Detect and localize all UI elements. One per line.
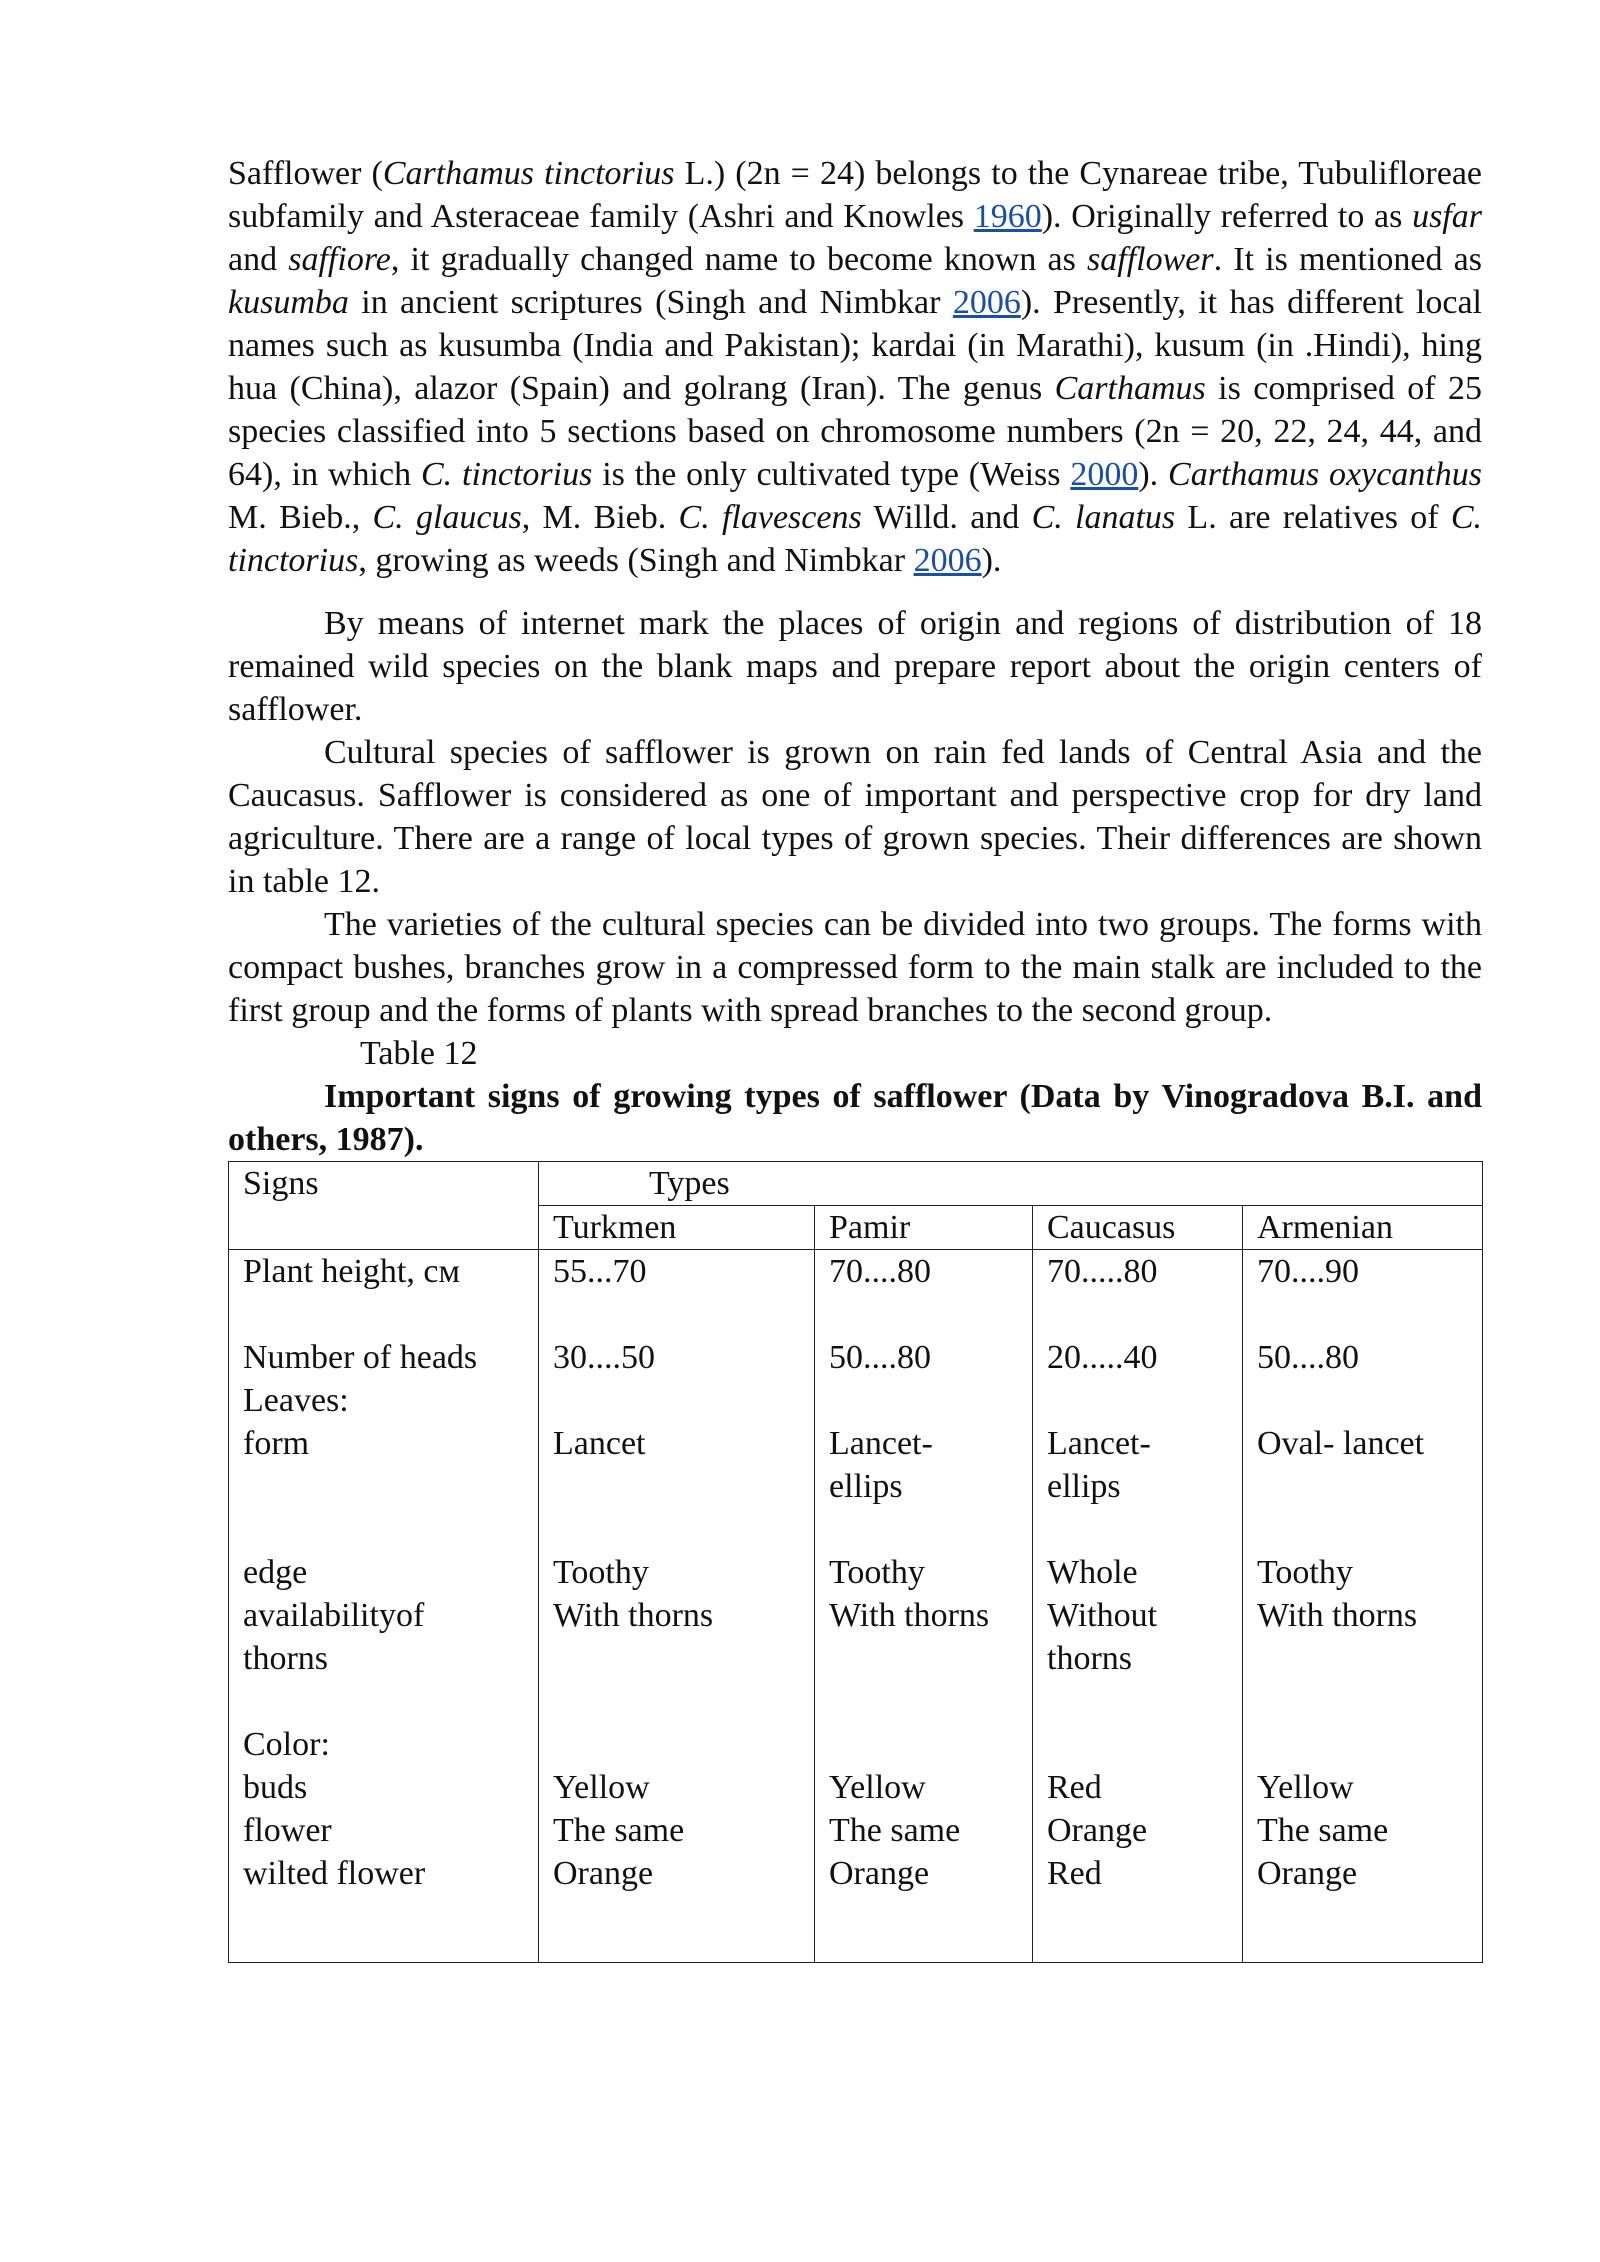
text: Willd. and [861, 499, 1032, 536]
value-number-of-heads: 50....80 [1257, 1339, 1359, 1376]
signs-cell [229, 1250, 539, 1963]
sign-availability-of-thorns [243, 1594, 524, 1637]
value-buds: Yellow [553, 1769, 650, 1806]
sign-wilted-flower: wilted flower [243, 1855, 426, 1892]
species-name: C. glaucus [372, 499, 522, 536]
value-plant-height: 70....90 [1257, 1253, 1359, 1290]
value-flower: The same [1257, 1812, 1389, 1849]
value-leaf-form: Oval- lancet [1257, 1425, 1425, 1462]
citation-link[interactable]: 2000 [1070, 456, 1139, 493]
text: ). Presently, it has different local names such as kusumba (India and Pakistan); kardai (in Marathi), kusum (in .Hindi), hing hua (China), alazor (Spain) and golrang (Iran). The genus [228, 284, 1482, 407]
value-thorns: With thorns [829, 1597, 990, 1634]
value-thorns: Without [1047, 1597, 1158, 1634]
type-name-cell: Caucasus [1033, 1206, 1243, 1250]
value-flower: The same [829, 1812, 961, 1849]
text: , M. Bieb. [521, 499, 679, 536]
paragraph-varieties: The varieties of the cultural species can be divided into two groups. The forms with compact bushes, branches grow in a compressed form to the main stalk are included to the first group and the forms of plants with spread branches to the second group. [228, 906, 1482, 1029]
value-leaf-edge: Whole [1047, 1554, 1138, 1591]
sign-thorns-word: thorns [243, 1640, 328, 1677]
species-name: Carthamus tinctorius [382, 155, 675, 192]
value-thorns: With thorns [553, 1597, 714, 1634]
italic-term: safflower [1087, 241, 1214, 278]
table-caption: Important signs of growing types of safflower (Data by Vinogradova B.I. and others, 1987). [228, 1078, 1482, 1158]
value-thorns-cont: thorns [1047, 1640, 1132, 1677]
sign-number-of-heads: Number of heads [243, 1339, 478, 1376]
species-name: Carthamus oxycanthus [1168, 456, 1482, 493]
value-number-of-heads: 30....50 [553, 1339, 655, 1376]
sign-buds: buds [243, 1769, 308, 1806]
text: M. Bieb., [228, 499, 373, 536]
value-wilted-flower: Red [1047, 1855, 1102, 1892]
type-name-cell: Turkmen [539, 1206, 815, 1250]
text: and [228, 241, 289, 278]
italic-term: kusumba [228, 284, 349, 321]
type-name-cell: Armenian [1243, 1206, 1483, 1250]
species-name: C. lanatus [1031, 499, 1176, 536]
type-values-cell [539, 1250, 815, 1963]
citation-link[interactable]: 1960 [973, 198, 1042, 235]
value-thorns-cont [553, 1637, 800, 1680]
value-thorns-cont [829, 1637, 1018, 1680]
value-wilted-flower: Orange [829, 1855, 930, 1892]
text: ). [981, 542, 1002, 579]
species-name: C. tinctorius [420, 456, 593, 493]
value-leaf-edge: Toothy [553, 1554, 649, 1591]
species-name: Carthamus [1054, 370, 1206, 407]
value-thorns-cont [1257, 1637, 1468, 1680]
italic-term: usfar [1412, 198, 1482, 235]
value-plant-height: 70.....80 [1047, 1253, 1158, 1290]
text: Safflower ( [228, 155, 383, 192]
types-header: Types [649, 1165, 730, 1202]
paragraph-cultural-species: Cultural species of safflower is grown on rain fed lands of Central Asia and the Caucasus. Safflower is considered as one of important and perspective crop for dry land agriculture. There are a range of local types of grown species. Their differences are shown in table 12. [228, 734, 1482, 900]
value-leaf-form: Lancet- [1047, 1425, 1151, 1462]
value-plant-height: 70....80 [829, 1253, 931, 1290]
value-wilted-flower: Orange [1257, 1855, 1358, 1892]
value-leaf-form: Lancet- [829, 1425, 933, 1462]
text: . It is mentioned as [1213, 241, 1482, 278]
species-name: C. tinctorius [228, 499, 1482, 579]
types-header-cell [539, 1162, 1483, 1206]
citation-link[interactable]: 2006 [913, 542, 982, 579]
signs-header-cell [229, 1162, 539, 1250]
value-wilted-flower: Orange [553, 1855, 654, 1892]
sign-availability-word: availability [243, 1597, 396, 1634]
signs-table [228, 1161, 1483, 1963]
value-plant-height: 55...70 [553, 1253, 647, 1290]
sign-leaf-edge: edge [243, 1554, 308, 1591]
sign-leaves: Leaves: [243, 1382, 349, 1419]
species-name: C. flavescens [678, 499, 862, 536]
table-number: Table 12 [360, 1035, 478, 1072]
text: in ancient scriptures (Singh and Nimbkar [348, 284, 953, 321]
sign-leaf-form: form [243, 1425, 310, 1462]
signs-header: Signs [243, 1165, 319, 1202]
document-page [228, 152, 1482, 1963]
value-buds: Yellow [829, 1769, 926, 1806]
citation-link[interactable]: 2006 [952, 284, 1021, 321]
sign-plant-height: Plant height, см [243, 1253, 460, 1290]
value-number-of-heads: 20.....40 [1047, 1339, 1158, 1376]
value-buds: Red [1047, 1769, 1102, 1806]
value-leaf-edge: Toothy [829, 1554, 925, 1591]
value-thorns: With thorns [1257, 1597, 1418, 1634]
sign-flower: flower [243, 1812, 332, 1849]
text: ). [1138, 456, 1169, 493]
value-flower: The same [553, 1812, 685, 1849]
type-name-cell: Pamir [815, 1206, 1033, 1250]
text: L. are relatives of [1175, 499, 1451, 536]
text: is comprised of 25 species classified into 5 sections based on chromosome numbers (2n = 20, 22, 24, 44, and 64), in which [228, 370, 1482, 493]
table-body-row [229, 1250, 1483, 1963]
sign-of-word: of [395, 1597, 425, 1634]
paragraph-task: By means of internet mark the places of origin and regions of distribution of 18 remained wild species on the blank maps and prepare report about the origin centers of safflower. [228, 605, 1482, 728]
value-leaf-edge: Toothy [1257, 1554, 1353, 1591]
value-leaf-form-cont [1257, 1465, 1468, 1508]
text: is the only cultivated type (Weiss [592, 456, 1071, 493]
text: , growing as weeds (Singh and Nimbkar [358, 542, 914, 579]
value-leaf-form-cont: ellips [829, 1468, 903, 1505]
table-header-row [229, 1162, 1483, 1206]
value-leaf-form-cont [553, 1465, 800, 1508]
type-values-cell [1033, 1250, 1243, 1963]
value-leaf-form-cont: ellips [1047, 1468, 1121, 1505]
type-values-cell [1243, 1250, 1483, 1963]
text: , it gradually changed name to become known as [390, 241, 1088, 278]
text: ). Originally referred to as [1041, 198, 1413, 235]
value-leaf-form: Lancet [553, 1425, 646, 1462]
paragraph-intro [228, 152, 1482, 582]
italic-term: saffiore [288, 241, 391, 278]
sign-color: Color: [243, 1726, 330, 1763]
value-buds: Yellow [1257, 1769, 1354, 1806]
text: L.) (2n = 24) belongs to the Cynareae tribe, Tubulifloreae subfamily and Asteraceae family (Ashri and Knowles [228, 155, 1483, 235]
type-values-cell [815, 1250, 1033, 1963]
value-number-of-heads: 50....80 [829, 1339, 931, 1376]
value-flower: Orange [1047, 1812, 1148, 1849]
